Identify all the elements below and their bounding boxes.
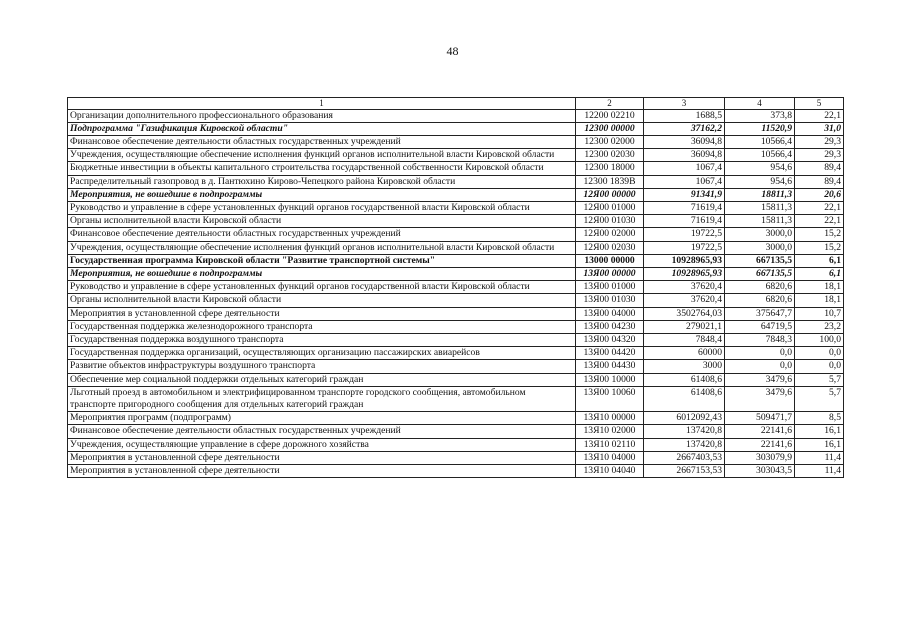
table-row [68, 162, 844, 175]
table-row [68, 188, 844, 201]
row-name-cell: Органы исполнительной власти Кировской области [68, 294, 576, 307]
row-code-cell: 12300 1839B [576, 175, 644, 188]
row-value-actual-cell: 375647,7 [725, 307, 795, 320]
row-value-actual-cell: 3479,6 [725, 386, 795, 411]
row-value-percent-cell: 15,2 [795, 241, 844, 254]
row-value-plan-cell: 137420,8 [644, 425, 725, 438]
row-value-plan-cell: 2667153,53 [644, 464, 725, 477]
row-value-actual-cell: 6820,6 [725, 281, 795, 294]
row-code-cell: 13Я00 01030 [576, 294, 644, 307]
row-value-plan-cell: 10928965,93 [644, 267, 725, 280]
row-value-plan-cell: 137420,8 [644, 438, 725, 451]
row-value-percent-cell: 89,4 [795, 162, 844, 175]
row-value-actual-cell: 10566,4 [725, 135, 795, 148]
row-name-cell: Развитие объектов инфраструктуры воздушного транспорта [68, 360, 576, 373]
row-value-percent-cell: 89,4 [795, 175, 844, 188]
row-code-cell: 12Я00 02030 [576, 241, 644, 254]
row-value-actual-cell: 22141,6 [725, 438, 795, 451]
row-value-percent-cell: 16,1 [795, 425, 844, 438]
row-value-plan-cell: 3502764,03 [644, 307, 725, 320]
row-value-actual-cell: 3479,6 [725, 373, 795, 386]
row-name-cell: Учреждения, осуществляющие управление в сфере дорожного хозяйства [68, 438, 576, 451]
row-value-plan-cell: 1067,4 [644, 175, 725, 188]
table-row [68, 281, 844, 294]
row-code-cell: 12300 02000 [576, 135, 644, 148]
table-row [68, 215, 844, 228]
row-value-actual-cell: 7848,3 [725, 333, 795, 346]
row-code-cell: 13Я00 04430 [576, 360, 644, 373]
row-name-cell: Руководство и управление в сфере установленных функций органов государственной власти Кировской области [68, 201, 576, 214]
row-code-cell: 13Я00 10000 [576, 373, 644, 386]
row-value-actual-cell: 0,0 [725, 360, 795, 373]
row-value-actual-cell: 6820,6 [725, 294, 795, 307]
row-value-percent-cell: 11,4 [795, 451, 844, 464]
row-value-plan-cell: 61408,6 [644, 386, 725, 411]
row-value-plan-cell: 36094,8 [644, 135, 725, 148]
row-value-plan-cell: 60000 [644, 347, 725, 360]
table-row [68, 386, 844, 411]
row-name-cell: Государственная поддержка воздушного транспорта [68, 333, 576, 346]
row-value-actual-cell: 954,6 [725, 175, 795, 188]
row-value-actual-cell: 15811,3 [725, 201, 795, 214]
row-value-plan-cell: 36094,8 [644, 149, 725, 162]
row-value-actual-cell: 0,0 [725, 347, 795, 360]
row-code-cell: 13Я10 00000 [576, 412, 644, 425]
header-cell: 2 [576, 98, 644, 110]
row-value-actual-cell: 3000,0 [725, 228, 795, 241]
row-value-plan-cell: 6012092,43 [644, 412, 725, 425]
row-name-cell: Мероприятия в установленной сфере деятельности [68, 451, 576, 464]
row-value-plan-cell: 19722,5 [644, 241, 725, 254]
row-value-actual-cell: 667135,5 [725, 254, 795, 267]
row-value-percent-cell: 6,1 [795, 267, 844, 280]
row-code-cell: 12300 00000 [576, 122, 644, 135]
row-value-percent-cell: 29,3 [795, 135, 844, 148]
row-code-cell: 12Я00 01030 [576, 215, 644, 228]
row-value-actual-cell: 509471,7 [725, 412, 795, 425]
row-value-actual-cell: 18811,3 [725, 188, 795, 201]
row-value-percent-cell: 0,0 [795, 347, 844, 360]
row-code-cell: 13Я00 01000 [576, 281, 644, 294]
row-name-cell: Учреждения, осуществляющие обеспечение исполнения функций органов исполнительной власти Кировской области [68, 149, 576, 162]
row-name-cell: Подпрограмма "Газификация Кировской области" [68, 122, 576, 135]
table-row [68, 294, 844, 307]
row-name-cell: Мероприятия, не вошедшие в подпрограммы [68, 188, 576, 201]
table-row [68, 135, 844, 148]
row-name-cell: Мероприятия в установленной сфере деятельности [68, 307, 576, 320]
row-name-cell: Государственная поддержка организаций, осуществляющих организацию пассажирских авиарейсов [68, 347, 576, 360]
row-value-actual-cell: 667135,5 [725, 267, 795, 280]
row-value-actual-cell: 303043,5 [725, 464, 795, 477]
row-code-cell: 13Я10 02110 [576, 438, 644, 451]
header-cell: 5 [795, 98, 844, 110]
row-code-cell: 13Я00 00000 [576, 267, 644, 280]
table-row [68, 425, 844, 438]
row-value-plan-cell: 279021,1 [644, 320, 725, 333]
table-row [68, 149, 844, 162]
row-value-actual-cell: 954,6 [725, 162, 795, 175]
table-row [68, 201, 844, 214]
row-value-plan-cell: 37620,4 [644, 294, 725, 307]
row-value-actual-cell: 64719,5 [725, 320, 795, 333]
table-row [68, 451, 844, 464]
table-row [68, 347, 844, 360]
row-value-actual-cell: 373,8 [725, 109, 795, 122]
row-code-cell: 13Я10 04000 [576, 451, 644, 464]
page-number: 48 [446, 44, 459, 58]
row-name-cell: Мероприятия, не вошедшие в подпрограммы [68, 267, 576, 280]
table-row [68, 307, 844, 320]
row-code-cell: 12300 18000 [576, 162, 644, 175]
row-value-percent-cell: 11,4 [795, 464, 844, 477]
row-code-cell: 12200 02210 [576, 109, 644, 122]
row-code-cell: 13Я00 10060 [576, 386, 644, 411]
table-row [68, 360, 844, 373]
row-name-cell: Финансовое обеспечение деятельности областных государственных учреждений [68, 425, 576, 438]
row-code-cell: 13Я00 04420 [576, 347, 644, 360]
row-value-percent-cell: 5,7 [795, 386, 844, 411]
row-name-cell: Учреждения, осуществляющие обеспечение исполнения функций органов исполнительной власти Кировской области [68, 241, 576, 254]
row-value-plan-cell: 10928965,93 [644, 254, 725, 267]
row-value-plan-cell: 91341,9 [644, 188, 725, 201]
header-cell: 4 [725, 98, 795, 110]
row-value-percent-cell: 6,1 [795, 254, 844, 267]
row-name-cell: Государственная программа Кировской области "Развитие транспортной системы" [68, 254, 576, 267]
row-code-cell: 12Я00 00000 [576, 188, 644, 201]
row-value-plan-cell: 61408,6 [644, 373, 725, 386]
table-row [68, 333, 844, 346]
row-name-cell: Распределительный газопровод в д. Пантюхино Кирово-Чепецкого района Кировской области [68, 175, 576, 188]
row-value-percent-cell: 10,7 [795, 307, 844, 320]
row-name-cell: Государственная поддержка железнодорожного транспорта [68, 320, 576, 333]
table-row [68, 438, 844, 451]
row-value-percent-cell: 100,0 [795, 333, 844, 346]
row-value-plan-cell: 37620,4 [644, 281, 725, 294]
table-row [68, 109, 844, 122]
row-code-cell: 13Я00 04230 [576, 320, 644, 333]
row-name-cell: Органы исполнительной власти Кировской области [68, 215, 576, 228]
row-value-plan-cell: 1067,4 [644, 162, 725, 175]
row-value-percent-cell: 18,1 [795, 294, 844, 307]
table-row [68, 464, 844, 477]
row-code-cell: 12Я00 02000 [576, 228, 644, 241]
row-value-plan-cell: 71619,4 [644, 201, 725, 214]
budget-table [67, 97, 844, 478]
row-name-cell: Мероприятия программ (подпрограмм) [68, 412, 576, 425]
row-value-percent-cell: 18,1 [795, 281, 844, 294]
table-row [68, 412, 844, 425]
row-value-actual-cell: 3000,0 [725, 241, 795, 254]
row-value-plan-cell: 19722,5 [644, 228, 725, 241]
header-cell: 1 [68, 98, 576, 110]
table-row [68, 175, 844, 188]
row-value-actual-cell: 10566,4 [725, 149, 795, 162]
row-name-cell: Бюджетные инвестиции в объекты капитального строительства государственной собственности Кировской области [68, 162, 576, 175]
table-row [68, 254, 844, 267]
row-value-plan-cell: 37162,2 [644, 122, 725, 135]
row-value-actual-cell: 11520,9 [725, 122, 795, 135]
row-value-percent-cell: 0,0 [795, 360, 844, 373]
row-value-percent-cell: 22,1 [795, 215, 844, 228]
table-row [68, 320, 844, 333]
table-header-row [68, 98, 844, 110]
row-name-cell: Обеспечение мер социальной поддержки отдельных категорий граждан [68, 373, 576, 386]
row-code-cell: 12Я00 01000 [576, 201, 644, 214]
row-value-actual-cell: 303079,9 [725, 451, 795, 464]
header-cell: 3 [644, 98, 725, 110]
table-row [68, 373, 844, 386]
table-row [68, 267, 844, 280]
row-value-plan-cell: 71619,4 [644, 215, 725, 228]
table-row [68, 122, 844, 135]
row-name-cell: Мероприятия в установленной сфере деятельности [68, 464, 576, 477]
row-value-actual-cell: 15811,3 [725, 215, 795, 228]
row-code-cell: 13Я10 04040 [576, 464, 644, 477]
row-code-cell: 13000 00000 [576, 254, 644, 267]
row-value-plan-cell: 3000 [644, 360, 725, 373]
table-row [68, 241, 844, 254]
row-name-cell: Финансовое обеспечение деятельности областных государственных учреждений [68, 228, 576, 241]
row-name-cell: Финансовое обеспечение деятельности областных государственных учреждений [68, 135, 576, 148]
row-value-percent-cell: 16,1 [795, 438, 844, 451]
row-name-cell: Руководство и управление в сфере установленных функций органов государственной власти Кировской области [68, 281, 576, 294]
row-code-cell: 13Я00 04000 [576, 307, 644, 320]
row-value-plan-cell: 2667403,53 [644, 451, 725, 464]
row-name-cell: Организации дополнительного профессионального образования [68, 109, 576, 122]
row-value-percent-cell: 15,2 [795, 228, 844, 241]
row-value-percent-cell: 5,7 [795, 373, 844, 386]
row-code-cell: 13Я10 02000 [576, 425, 644, 438]
row-value-percent-cell: 31,0 [795, 122, 844, 135]
row-value-percent-cell: 8,5 [795, 412, 844, 425]
row-value-percent-cell: 23,2 [795, 320, 844, 333]
row-value-percent-cell: 29,3 [795, 149, 844, 162]
row-value-plan-cell: 7848,4 [644, 333, 725, 346]
row-value-actual-cell: 22141,6 [725, 425, 795, 438]
row-name-cell: Льготный проезд в автомобильном и электрифицированном транспорте городского сообщения, автомобильном транспорте пригородного сообщения для отдельных категорий граждан [68, 386, 576, 411]
row-value-percent-cell: 22,1 [795, 109, 844, 122]
table-row [68, 228, 844, 241]
row-code-cell: 13Я00 04320 [576, 333, 644, 346]
row-value-plan-cell: 1688,5 [644, 109, 725, 122]
row-code-cell: 12300 02030 [576, 149, 644, 162]
row-value-percent-cell: 22,1 [795, 201, 844, 214]
row-value-percent-cell: 20,6 [795, 188, 844, 201]
